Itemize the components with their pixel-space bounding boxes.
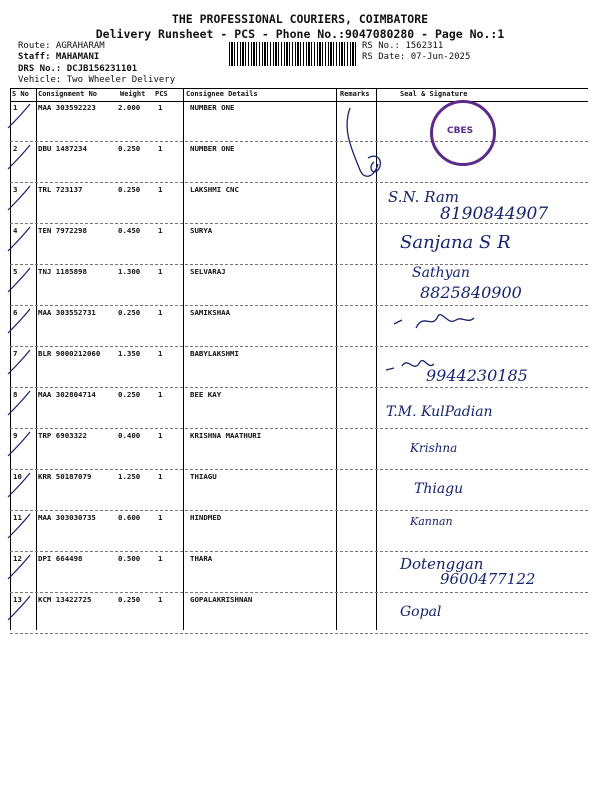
row-divider: [10, 551, 588, 552]
col-consignment: Consignment No: [38, 90, 98, 98]
cell-consignee: SAMIKSHAA: [190, 308, 231, 317]
vehicle-label: Vehicle: Two Wheeler Delivery: [18, 75, 176, 85]
phone-12: 9600477122: [440, 570, 536, 588]
cell-pcs: 1: [158, 267, 163, 276]
cell-weight: 0.600: [118, 513, 141, 522]
cell-consignment: MAA 303552731: [38, 308, 96, 317]
cell-weight: 0.250: [118, 390, 141, 399]
cell-pcs: 1: [158, 513, 163, 522]
cell-consignment: TNJ 1185898: [38, 267, 87, 276]
cell-pcs: 1: [158, 554, 163, 563]
delivered-tick-mark: [4, 348, 38, 382]
cell-pcs: 1: [158, 103, 163, 112]
cell-consignment: KCM 13422725: [38, 595, 92, 604]
row-divider: [10, 387, 588, 388]
table-header: [10, 88, 588, 102]
document-subtitle: Delivery Runsheet - PCS - Phone No.:9047080280 - Page No.:1: [95, 27, 505, 41]
cell-pcs: 1: [158, 595, 163, 604]
cell-weight: 0.250: [118, 185, 141, 194]
cell-pcs: 1: [158, 390, 163, 399]
phone-3: 8190844907: [440, 204, 549, 224]
cell-sno: 11: [13, 513, 22, 522]
column-divider: [183, 88, 184, 630]
cell-consignment: DPI 664498: [38, 554, 83, 563]
row-divider: [10, 428, 588, 429]
cell-weight: 0.450: [118, 226, 141, 235]
signature-5: Sathyan: [412, 265, 470, 281]
row-divider: [10, 141, 588, 142]
cell-consignee: NUMBER ONE: [190, 144, 235, 153]
barcode: [229, 42, 356, 66]
delivered-tick-mark: [4, 512, 38, 546]
delivered-tick-mark: [4, 184, 38, 218]
cell-consignment: MAA 303030735: [38, 513, 96, 522]
rs-number: RS No.: 1562311: [362, 41, 444, 51]
cell-sno: 10: [13, 472, 22, 481]
signature-10: Thiagu: [414, 481, 464, 497]
delivered-tick-mark: [4, 594, 38, 628]
row-divider: [10, 182, 588, 183]
signature-9: Krishna: [410, 441, 458, 455]
cell-sno: 6: [13, 308, 18, 317]
cell-pcs: 1: [158, 349, 163, 358]
delivered-tick-mark: [4, 430, 38, 464]
row-divider: [10, 346, 588, 347]
row-divider: [10, 264, 588, 265]
cell-weight: 2.000: [118, 103, 141, 112]
delivered-tick-mark: [4, 143, 38, 177]
cell-consignee: HINDMED: [190, 513, 222, 522]
cell-pcs: 1: [158, 185, 163, 194]
col-pcs: PCS: [155, 90, 168, 98]
cell-consignee: THARA: [190, 554, 213, 563]
signature-11: Kannan: [410, 515, 453, 528]
signature-7-scribble: [376, 348, 436, 378]
cell-consignee: KRISHNA MAATHURI: [190, 431, 262, 440]
delivered-tick-mark: [4, 471, 38, 505]
phone-5: 8825840900: [420, 283, 522, 302]
signature-12: Dotenggan: [400, 555, 484, 573]
staff-label: Staff: MAHAMANI: [18, 52, 100, 62]
cell-consignee: GOPALAKRISHNAN: [190, 595, 253, 604]
cell-weight: 0.250: [118, 144, 141, 153]
cell-weight: 1.350: [118, 349, 141, 358]
cell-weight: 0.500: [118, 554, 141, 563]
cell-consignment: BLR 9000212060: [38, 349, 101, 358]
cell-consignment: TRP 6903322: [38, 431, 87, 440]
row-divider: [10, 469, 588, 470]
cell-sno: 5: [13, 267, 18, 276]
cell-consignment: MAA 302804714: [38, 390, 96, 399]
route-label: Route: AGRAHARAM: [18, 41, 105, 51]
cell-weight: 1.300: [118, 267, 141, 276]
company-seal: [430, 100, 496, 166]
cell-sno: 13: [13, 595, 22, 604]
signature-8: T.M. KulPadian: [386, 404, 493, 420]
cell-pcs: 1: [158, 472, 163, 481]
cell-consignment: TRL 723137: [38, 185, 83, 194]
cell-sno: 1: [13, 103, 18, 112]
delivered-tick-mark: [4, 389, 38, 423]
cell-consignee: LAKSHMI CNC: [190, 185, 239, 194]
column-divider: [336, 88, 337, 630]
cell-consignment: MAA 303592223: [38, 103, 96, 112]
cell-sno: 2: [13, 144, 18, 153]
cell-sno: 9: [13, 431, 18, 440]
seal-text: CBES: [447, 126, 474, 136]
delivered-tick-mark: [4, 225, 38, 259]
row-divider: [10, 510, 588, 511]
cell-consignment: DBU 1487234: [38, 144, 87, 153]
cell-weight: 1.250: [118, 472, 141, 481]
cell-pcs: 1: [158, 144, 163, 153]
col-seal-signature: Seal & Signature: [400, 90, 468, 98]
signature-3: S.N. Ram: [388, 188, 460, 206]
delivered-tick-mark: [4, 102, 38, 136]
cell-weight: 0.250: [118, 595, 141, 604]
remarks-scribble: [338, 100, 398, 190]
cell-consignee: THIAGU: [190, 472, 217, 481]
phone-7: 9944230185: [426, 366, 528, 385]
delivered-tick-mark: [4, 307, 38, 341]
delivered-tick-mark: [4, 553, 38, 587]
cell-pcs: 1: [158, 308, 163, 317]
row-divider: [10, 633, 588, 634]
col-sno: S No: [12, 90, 29, 98]
col-remarks: Remarks: [340, 90, 370, 98]
delivered-tick-mark: [4, 266, 38, 300]
drs-label: DRS No.: DCJB156231101: [18, 64, 138, 74]
cell-sno: 7: [13, 349, 18, 358]
signature-6-scribble: [376, 300, 486, 340]
row-divider: [10, 592, 588, 593]
cell-sno: 3: [13, 185, 18, 194]
cell-pcs: 1: [158, 431, 163, 440]
cell-consignee: BEE KAY: [190, 390, 222, 399]
cell-consignee: SURYA: [190, 226, 213, 235]
cell-consignee: SELVARAJ: [190, 267, 226, 276]
signature-13: Gopal: [400, 604, 442, 620]
cell-consignment: TEN 7972298: [38, 226, 87, 235]
row-divider: [10, 305, 588, 306]
cell-sno: 8: [13, 390, 18, 399]
document-title: THE PROFESSIONAL COURIERS, COIMBATORE: [171, 12, 429, 26]
cell-weight: 0.400: [118, 431, 141, 440]
signature-4: Sanjana S R: [400, 232, 511, 253]
cell-consignee: BABYLAKSHMI: [190, 349, 239, 358]
cell-weight: 0.250: [118, 308, 141, 317]
cell-sno: 12: [13, 554, 22, 563]
cell-sno: 4: [13, 226, 18, 235]
cell-pcs: 1: [158, 226, 163, 235]
cell-consignee: NUMBER ONE: [190, 103, 235, 112]
col-weight: Weight: [120, 90, 146, 98]
cell-consignment: KRR 50187079: [38, 472, 92, 481]
rs-date: RS Date: 07-Jun-2025: [362, 52, 471, 62]
col-consignee: Consignee Details: [186, 90, 258, 98]
